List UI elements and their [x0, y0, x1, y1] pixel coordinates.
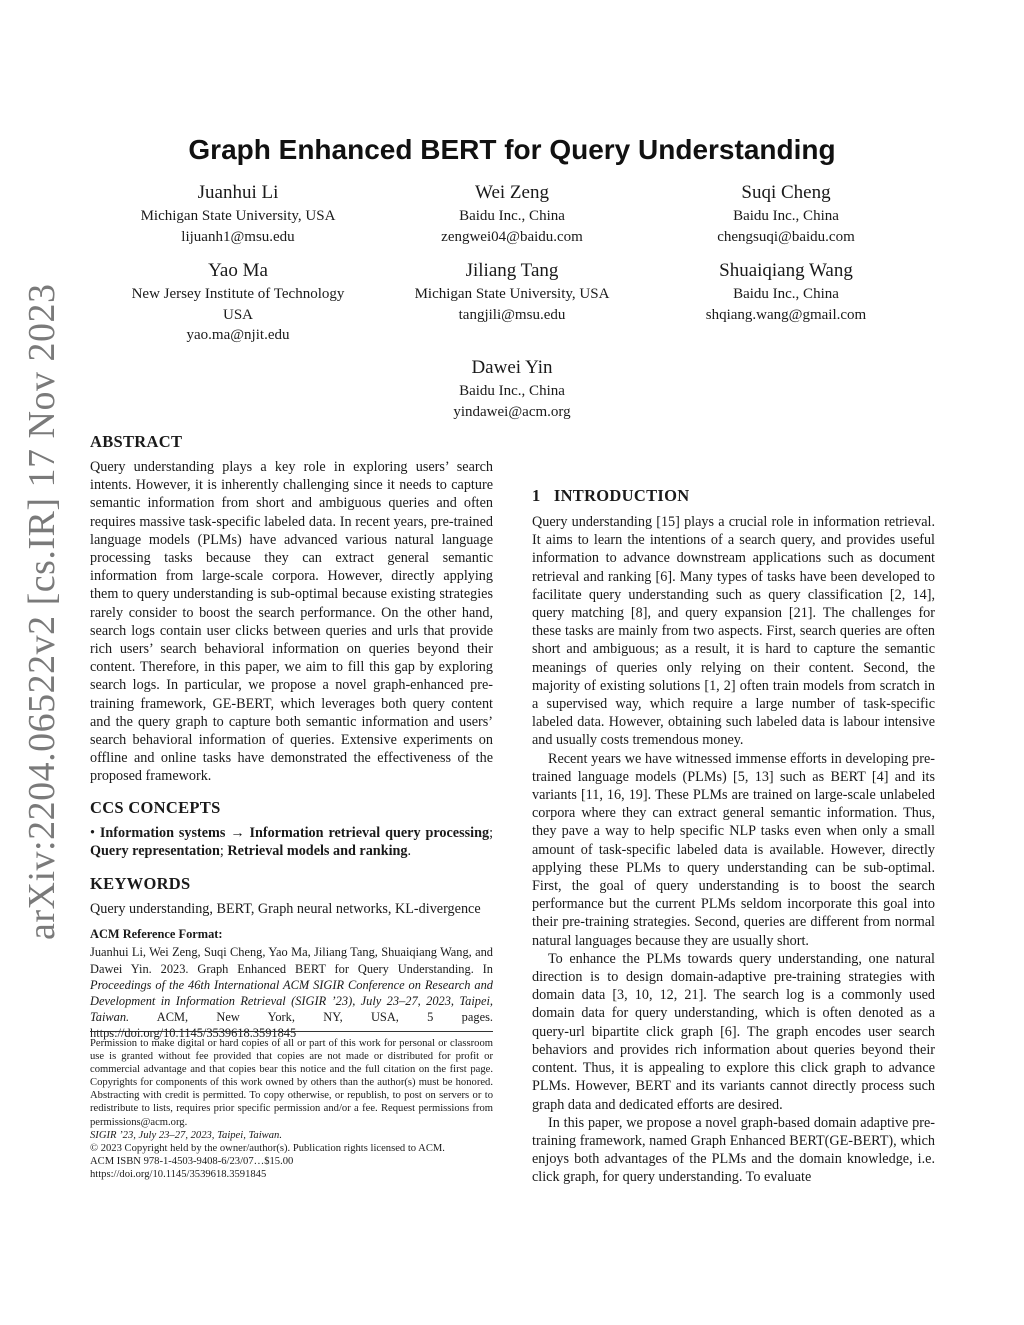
author-block-shuaiqiang-wang	[626, 258, 946, 325]
permission-text: Permission to make digital or hard copies of all or part of this work for personal or classroom use is granted without fee provided that copies are not made or distributed for profit or commercial advantage and that copies bear this notice and the full citation on the first page. Copyrights for components of this work owned by others than the author(s) must be honored. Abstracting with credit is permitted. To copy otherwise, or republish, to post on servers or to redistribute to lists, requires prior specific permission and/or a fee. Request permissions from permissions@acm.org.	[90, 1038, 493, 1128]
author-affiliation: Baidu Inc., China	[733, 286, 839, 302]
footnote-rule	[90, 1031, 493, 1032]
author-affiliation: New Jersey Institute of Technology	[131, 286, 345, 302]
introduction-heading	[532, 486, 935, 506]
abstract-heading: ABSTRACT	[90, 432, 183, 451]
right-column	[532, 486, 935, 1187]
intro-paragraph: To enhance the PLMs towards query understanding, one natural direction is to design domain-adaptive pre-training strategies with domain data [3, 10, 12, 21]. The search log is a commonly used domain data for query understanding, which is often denoted as a query-url bipartite click graph [6]. The graph encodes user search behaviors and provides rich information about queries beyond their content. Thus, it is appealing to explore this click graph to advance PLMs. However, BERT and its variants cannot directly process such graph data and dedicated efforts are desired.	[532, 950, 935, 1113]
reference-tail: ACM, New York, NY, USA, 5 pages. https://doi.org/10.1145/3539618.3591845	[90, 1010, 493, 1041]
author-affiliation: Baidu Inc., China	[459, 383, 565, 399]
author-affiliation: Baidu Inc., China	[733, 208, 839, 224]
ccs-concept-query-representation: Query representation	[90, 842, 220, 859]
author-name: Suqi Cheng	[741, 182, 831, 203]
abstract-text: Query understanding plays a key role in exploring users’ search intents. However, it is inherently challenging since it needs to capture semantic information from short and ambiguous queries and often requires massive task-specific labeled data. In recent years, pre-trained language models (PLMs) have advanced various natural language processing tasks because they can extract general semantic information from large-scale corpora. However, directly applying them to query understanding is sub-optimal because existing strategies rarely consider to boost the search performance. On the other hand, search logs contain user clicks between queries and urls that provide rich users’ search behavioral information on queries beyond their content. Therefore, in this paper, we aim to fill this gap by exploring search logs. In particular, we propose a novel graph-enhanced pre-training framework, GE-BERT, which leverages both query content and the query graph to capture both semantic information and users’ search behavioral information of queries. Extensive experiments on offline and online tasks have demonstrated the effectiveness of the proposed framework.	[90, 459, 493, 785]
reference-format-text	[90, 944, 493, 1041]
author-email[interactable]: tangjili@msu.edu	[458, 306, 566, 323]
intro-paragraph: In this paper, we propose a novel graph-based domain adaptive pre-training framework, named Graph Enhanced BERT(GE-BERT), which enjoys both advantages of the PLMs and the domain knowledge, i.e. click graph, for query understanding. To evaluate	[532, 1114, 935, 1186]
keywords-text: Query understanding, BERT, Graph neural networks, KL-divergence	[90, 901, 481, 918]
permission-block	[90, 1031, 493, 1181]
author-name: Wei Zeng	[475, 182, 549, 203]
author-affiliation: Baidu Inc., China	[459, 208, 565, 224]
author-affiliation: Michigan State University, USA	[140, 208, 336, 224]
ccs-concepts	[90, 824, 493, 860]
ccs-separator: ;	[489, 824, 494, 841]
ccs-concept-retrieval-models: Retrieval models and ranking	[227, 842, 408, 859]
author-name: Shuaiqiang Wang	[719, 260, 853, 281]
author-block-dawei-yin	[352, 355, 672, 422]
section-number: 1	[532, 486, 541, 505]
paper-title: Graph Enhanced BERT for Query Understanding	[188, 134, 836, 165]
author-name: Yao Ma	[208, 260, 268, 281]
author-name: Dawei Yin	[471, 357, 553, 378]
author-email[interactable]: chengsuqi@baidu.com	[717, 228, 855, 245]
ccs-arrow: →	[230, 824, 245, 841]
author-email[interactable]: yao.ma@njit.edu	[186, 327, 290, 343]
ccs-concept-information-systems: Information systems	[99, 824, 226, 841]
author-email[interactable]: lijuanh1@msu.edu	[181, 228, 295, 245]
author-block-yao-ma	[78, 258, 398, 346]
permission-isbn: ACM ISBN 978-1-4503-9408-6/23/07…$15.00	[90, 1155, 294, 1167]
author-name: Jiliang Tang	[465, 260, 559, 281]
author-block-jiliang-tang	[352, 258, 672, 325]
section-title: INTRODUCTION	[553, 486, 690, 505]
reference-format-heading: ACM Reference Format:	[90, 927, 223, 942]
permission-copyright: © 2023 Copyright held by the owner/author(s). Publication rights licensed to ACM.	[90, 1142, 445, 1154]
permission-conference: SIGIR ’23, July 23–27, 2023, Taipei, Taiwan.	[90, 1129, 282, 1141]
author-block-suqi-cheng	[626, 180, 946, 247]
ccs-concept-query-processing: Information retrieval query processing	[249, 824, 490, 841]
ccs-bullet: •	[90, 824, 95, 841]
ccs-end: .	[407, 842, 412, 859]
author-email[interactable]: zengwei04@baidu.com	[441, 228, 583, 245]
author-country: USA	[222, 306, 253, 323]
arxiv-identifier[interactable]: arXiv:2204.06522v2 [cs.IR] 17 Nov 2023	[21, 283, 63, 940]
reference-authors-year: Juanhui Li, Wei Zeng, Suqi Cheng, Yao Ma, Jiliang Tang, Shuaiqiang Wang, and Dawei Yin. 2023. Graph Enhanced BERT for Query Understanding. In	[90, 945, 493, 976]
author-block-juanhui-li	[78, 180, 398, 247]
author-block-wei-zeng	[352, 180, 672, 247]
author-name: Juanhui Li	[197, 182, 279, 203]
author-email[interactable]: shqiang.wang@gmail.com	[705, 306, 867, 323]
author-affiliation: Michigan State University, USA	[414, 286, 610, 302]
intro-paragraph: Recent years we have witnessed immense efforts in developing pre-trained language models (PLMs) [5, 13] such as BERT [4] and its variants [11, 16, 19]. These PLMs are trained on large-scale unlabeled corpora where they can extract general semantic information. Thus, they pave a way to help specific NLP tasks even when only a small amount of task-specific labeled data is available. However, directly applying these PLMs to query understanding can be sub-optimal. First, the goal of query understanding is to boost the search performance but the current PLMs seldom incorporate this goal into their pre-training strategies. Second, queries are different from normal natural languages because they are usually short.	[532, 750, 935, 949]
ccs-separator: ;	[219, 842, 228, 859]
ccs-heading: CCS CONCEPTS	[90, 797, 221, 817]
permission-doi[interactable]: https://doi.org/10.1145/3539618.3591845	[90, 1168, 267, 1180]
keywords-heading: KEYWORDS	[90, 874, 191, 894]
reference-venue: Proceedings of the 46th International ACM SIGIR Conference on Research and Development in Information Retrieval (SIGIR ’23), July 23–27, 2023, Taipei, Taiwan.	[90, 977, 493, 1025]
left-column	[90, 432, 493, 1042]
author-email[interactable]: yindawei@acm.org	[453, 403, 571, 420]
intro-paragraph: Query understanding [15] plays a crucial role in information retrieval. It aims to learn the intentions of a search query, and provides useful information to advance downstream applications such as document retrieval and ranking [6]. Many types of tasks have been developed to facilitate query understanding such as query classification [2, 14], query matching [8], and query expansion [21]. The challenges for these tasks are mainly from two aspects. First, search queries are often short and ambiguous; as a result, it is hard to capture the semantic meanings of queries only relying on their content. Second, the majority of existing solutions [1, 2] often train models from scratch in a supervised way, which require a large number of task-specific labeled data. However, obtaining such labeled data is labour intensive and usually costs tremendous money.	[532, 514, 935, 749]
